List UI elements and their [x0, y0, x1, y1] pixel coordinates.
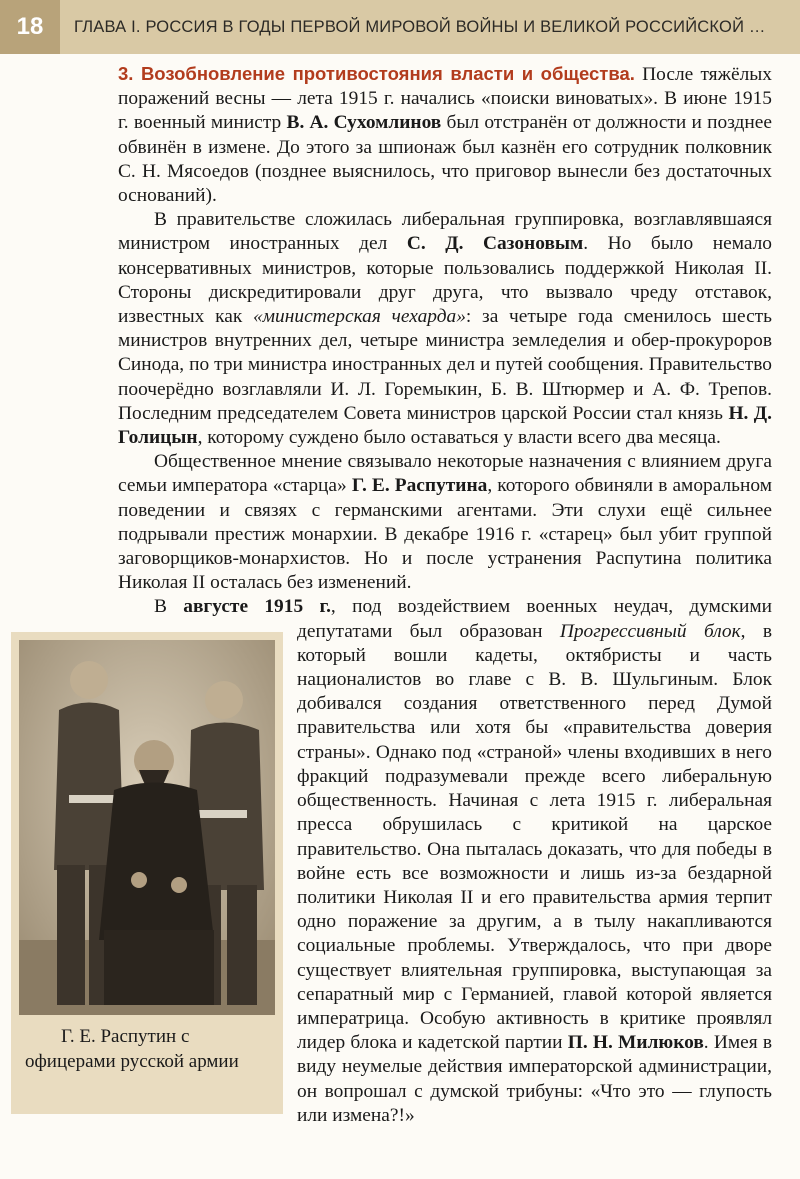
paragraph-1 [118, 62, 772, 208]
text-span: . Но было немало консервативных министров, которые пользовались поддержкой Николая II. Стороны дискредитировали друг друга, что вызвало чреду отставок, известных как [118, 233, 772, 328]
bold-name: Г. Е. Распутина [351, 475, 488, 497]
italic-term: «министерская чехарда» [252, 306, 466, 328]
page-header [0, 0, 800, 54]
paragraph-2 [118, 208, 772, 450]
text-span: В правительстве сложилась либеральная группировка, возглавлявшаяся министром иностранных дел [118, 209, 772, 255]
text-span: , в который вошли кадеты, октябристы и часть националистов во главе с В. В. Шульгиным. Блок добивался создания ответственного перед Думой правительства или хотя бы «правительства доверия страны». Однако под «страной» члены входивших в него фракций подразумевали прежде всего либеральную общественность. Начиная с лета 1915 г. либеральная пресса обрушилась с критикой на царское правительство. Она пыталась доказать, что для победы в войне есть все возможности и лишь из-за бездарной политики Николая II и его правительства армия терпит одно поражение за другим, а в тылу накапливаются социальные проблемы. Утверждалось, что при дворе существует влиятельная группировка, выступающая за сепаратный мир с Германией, главой которой является императрица. Особую активность в критике проявлял лидер блока и кадетской партии [297, 620, 772, 1054]
chapter-title: ГЛАВА I. РОССИЯ В ГОДЫ ПЕРВОЙ МИРОВОЙ ВОЙНЫ И ВЕЛИКОЙ РОССИЙСКОЙ … [74, 17, 766, 36]
bold-name: С. Д. Сазоновым [406, 233, 584, 255]
text-span: В [154, 596, 184, 618]
page-number: 18 [0, 0, 60, 54]
main-text [25, 62, 773, 1128]
paragraph-4 [25, 595, 772, 1127]
italic-term: Прогрессивный блок [559, 620, 741, 642]
text-span: , которому суждено было оставаться у власти всего два месяца. [197, 427, 721, 449]
section-title: 3. Возобновление противостояния власти и общества. [118, 63, 635, 84]
bold-name: П. Н. Милюков [567, 1032, 704, 1054]
photo-caption: Г. Е. Распутин с офицерами русской армии [25, 1025, 239, 1072]
paragraph-3 [118, 450, 772, 595]
photo-figure [11, 632, 283, 1114]
photo-illustration [19, 640, 275, 1015]
bold-name: Н. Д. Голицын [118, 402, 772, 449]
text-span: : за четыре года сменилось шесть министров внутренних дел, четыре министра земледелия и обер-прокуроров Синода, по три министра иностранных дел и путей сообщения. Правительство поочерёдно возглавляли И. Л. Горемыкин, Б. В. Штюрмер и А. Ф. Трепов. Последним председателем Совета министров царской России стал князь [118, 306, 772, 424]
text-span: , под воздействием военных неудач, думскими депутатами был образован [297, 596, 772, 642]
bold-date: августе 1915 г. [183, 596, 331, 618]
text-span: , которого обвиняли в аморальном поведении и связях с германскими агентами. Эти слухи ещё сильнее подрывали престиж монархии. В декабре 1916 г. «старец» был убит группой заговорщиков-монархистов. Но и после устранения Распутина политика Николая II осталась без изменений. [118, 475, 772, 594]
text-span: . Имея в виду неумелые действия императорской администрации, он вопрошал с думской трибуны: «Что это — глупость или измена?!» [297, 1032, 772, 1126]
historical-photo [19, 640, 275, 1015]
bold-name: В. А. Сухомлинов [286, 112, 442, 134]
text-span: был отстранён от должности и позднее обвинён в измене. До этого за шпионаж был казнён его сотрудник полковник С. Н. Мясоедов (позднее выяснилось, что приговор вынесли без достаточных оснований). [118, 112, 772, 207]
text-span: Общественное мнение связывало некоторые назначения с влиянием друга семьи императора «старца» [118, 451, 772, 497]
text-span: После тяжёлых поражений весны — лета 1915 г. начались «поиски виноватых». В июне 1915 г. военный министр [118, 64, 773, 134]
